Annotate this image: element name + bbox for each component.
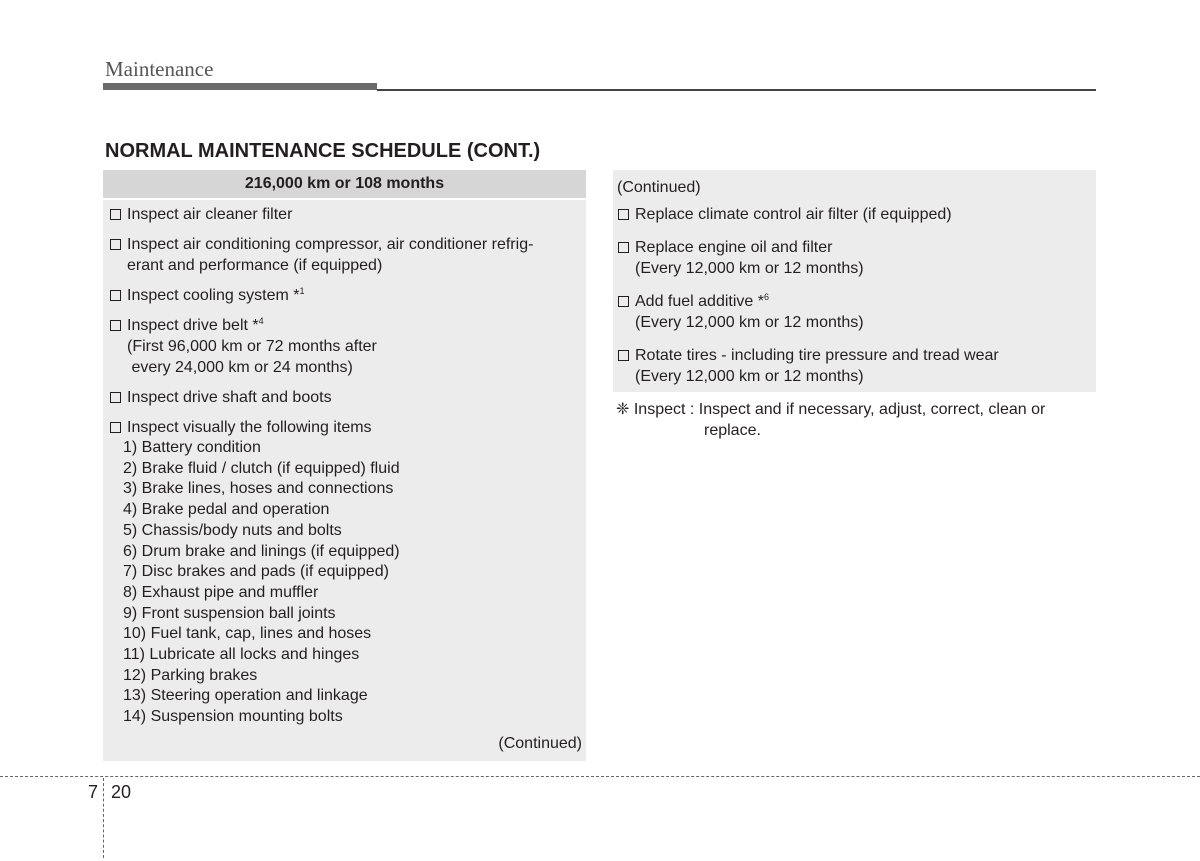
checkbox-icon xyxy=(110,209,121,220)
footer-divider xyxy=(103,778,104,858)
item-text-cont: (Every 12,000 km or 12 months) xyxy=(635,368,864,385)
page-number: 20 xyxy=(111,782,132,802)
item-text: Inspect air conditioning compressor, air conditioner refrig- xyxy=(127,236,534,253)
list-item xyxy=(109,234,580,276)
checkbox-icon xyxy=(618,296,629,307)
left-item-list xyxy=(103,200,586,728)
list-item: 9) Front suspension ball joints xyxy=(123,604,336,622)
checkbox-icon xyxy=(110,290,121,301)
list-item: 5) Chassis/body nuts and bolts xyxy=(123,521,342,539)
list-item: 8) Exhaust pipe and muffler xyxy=(123,583,319,601)
checkbox-icon xyxy=(110,392,121,403)
list-item xyxy=(617,237,1092,279)
item-text-cont: (First 96,000 km or 72 months after xyxy=(127,338,377,355)
list-item xyxy=(109,315,580,378)
list-item: 10) Fuel tank, cap, lines and hoses xyxy=(123,625,372,643)
list-item xyxy=(617,291,1092,333)
list-item: 1) Battery condition xyxy=(123,439,261,456)
interval-heading: 216,000 km or 108 months xyxy=(103,170,586,200)
checkbox-icon xyxy=(618,209,629,220)
list-item: 2) Brake fluid / clutch (if equipped) fluid xyxy=(123,459,400,477)
list-item: 7) Disc brakes and pads (if equipped) xyxy=(123,563,389,581)
list-item xyxy=(617,345,1092,387)
list-item: 4) Brake pedal and operation xyxy=(123,501,330,519)
list-item: 3) Brake lines, hoses and connections xyxy=(123,480,394,498)
list-item: 6) Drum brake and linings (if equipped) xyxy=(123,542,400,560)
item-text: Inspect air cleaner filter xyxy=(127,206,293,223)
header-rule-thin xyxy=(377,89,1096,91)
list-item: 13) Steering operation and linkage xyxy=(123,687,368,705)
list-item: 12) Parking brakes xyxy=(123,666,258,684)
item-text-cont: erant and performance (if equipped) xyxy=(127,257,383,274)
continued-label: (Continued) xyxy=(617,179,701,196)
list-item: 11) Lubricate all locks and hinges xyxy=(123,646,360,664)
footnote-ref: 4 xyxy=(258,316,264,326)
list-item xyxy=(109,417,580,438)
item-text: Inspect cooling system * xyxy=(127,287,300,304)
footnote-ref: 1 xyxy=(299,286,305,296)
item-text-cont: (Every 12,000 km or 12 months) xyxy=(635,314,864,331)
list-item xyxy=(109,204,580,225)
item-text: Add fuel additive * xyxy=(635,293,764,310)
item-text: Inspect drive shaft and boots xyxy=(127,389,332,406)
inspect-definition-note xyxy=(616,399,1096,441)
list-item xyxy=(617,204,1092,225)
footer-rule xyxy=(0,776,1200,777)
note-definition: Inspect and if necessary, adjust, correct, clean or xyxy=(698,401,1046,418)
footnote-ref: 6 xyxy=(763,292,769,302)
checkbox-icon xyxy=(110,239,121,250)
checkbox-icon xyxy=(618,242,629,253)
note-definition-cont: replace. xyxy=(704,422,761,439)
item-text: Inspect drive belt * xyxy=(127,317,259,334)
item-text: Replace engine oil and filter xyxy=(635,239,833,256)
chapter-number: 7 xyxy=(88,782,99,802)
checkbox-icon xyxy=(110,320,121,331)
header-rule-thick xyxy=(103,83,377,90)
item-text: Replace climate control air filter (if equipped) xyxy=(635,206,952,223)
list-item xyxy=(109,387,580,408)
checkbox-icon xyxy=(618,350,629,361)
checkbox-icon xyxy=(110,422,121,433)
schedule-panel-left xyxy=(103,170,586,761)
note-symbol-icon: ❈ xyxy=(616,401,630,418)
continued-label: (Continued) xyxy=(498,735,582,752)
schedule-panel-right xyxy=(613,170,1096,392)
visual-inspection-list xyxy=(109,438,580,728)
note-term: Inspect : xyxy=(633,401,695,418)
list-item xyxy=(109,285,580,306)
list-item: 14) Suspension mounting bolts xyxy=(123,708,343,726)
running-header: Maintenance xyxy=(105,57,214,81)
section-title: NORMAL MAINTENANCE SCHEDULE (CONT.) xyxy=(105,140,541,162)
right-item-list xyxy=(613,198,1096,387)
item-text: Rotate tires - including tire pressure and tread wear xyxy=(635,347,999,364)
item-text: Inspect visually the following items xyxy=(127,419,372,436)
item-text-cont: every 24,000 km or 24 months) xyxy=(127,359,353,376)
item-text-cont: (Every 12,000 km or 12 months) xyxy=(635,260,864,277)
